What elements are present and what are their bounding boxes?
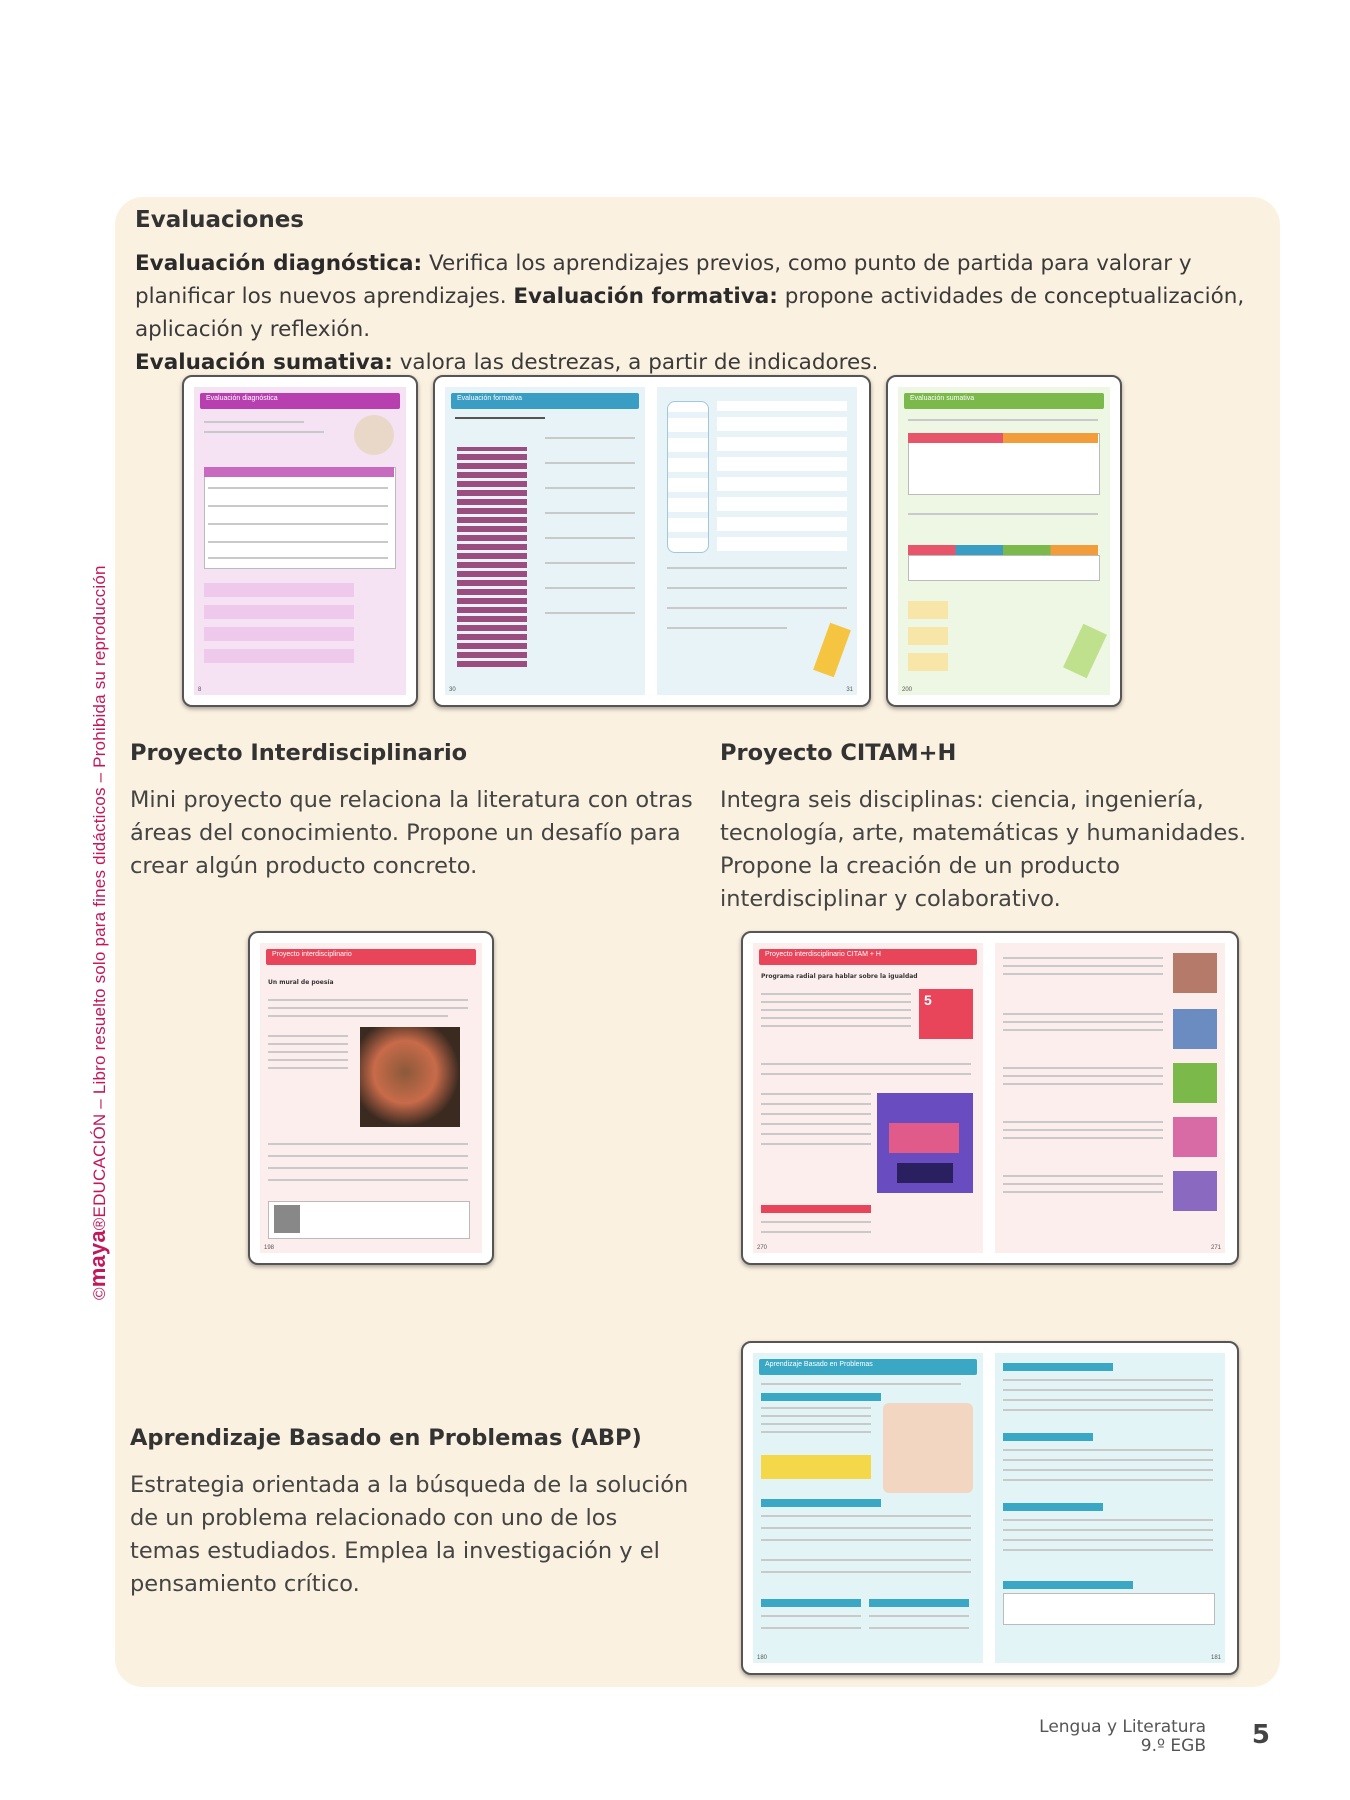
- footer-book-title: Lengua y Literatura: [1039, 1717, 1206, 1737]
- page-number: 200: [902, 687, 913, 693]
- page-number: 198: [264, 1245, 275, 1251]
- thumb-header: Proyecto interdisciplinario CITAM + H: [759, 949, 977, 965]
- palette-icon: [354, 415, 394, 455]
- thumb-page: [260, 943, 482, 1253]
- thumb-subtitle: Un mural de poesía: [268, 979, 334, 986]
- problem-box: [761, 1455, 871, 1479]
- pencil-icon: [1063, 624, 1107, 678]
- content-card: [115, 197, 1280, 1687]
- thumb-evaluacion-formativa: [433, 375, 871, 707]
- thumb-header: Evaluación sumativa: [904, 393, 1104, 409]
- page-number-right: 271: [1210, 1245, 1221, 1251]
- diag-text: Verifica los aprendizajes previos, como punto de partida para valorar y planificar los nuevos aprendizajes.: [135, 251, 1192, 309]
- sum-label: Evaluación sumativa:: [135, 350, 393, 375]
- thumb-proyecto-interdisciplinario: [248, 931, 494, 1265]
- thumb-evaluacion-diagnostica: [182, 375, 418, 707]
- thumb-proyecto-citam: [741, 931, 1239, 1265]
- thumb-page-left: [445, 387, 645, 695]
- thumb-page-right: [657, 387, 857, 695]
- page-number-right: 31: [846, 687, 853, 693]
- footer-book: [1039, 1718, 1206, 1756]
- radio-studio-illustration: [877, 1093, 973, 1193]
- side-credit-prefix: ©: [90, 1287, 109, 1300]
- evaluaciones-text: [135, 247, 1270, 379]
- ods-5-badge: 5: [919, 989, 973, 1039]
- form-text: propone actividades de conceptualización, aplicación y reflexión.: [135, 284, 1245, 342]
- thumb-evaluacion-sumativa: [886, 375, 1122, 707]
- thumb-page: [898, 387, 1110, 695]
- thumb-header: Evaluación formativa: [451, 393, 639, 409]
- abp-text: Estrategia orientada a la búsqueda de la solución de un problema relacionado con uno de los temas estudiados. Emplea la investigación y el pensamiento crítico.: [130, 1472, 689, 1597]
- thumb-abp: [741, 1341, 1239, 1675]
- pencil-icon: [813, 623, 851, 678]
- footer-grade: 9.º EGB: [1140, 1736, 1206, 1756]
- proyecto-citam-text: Integra seis disciplinas: ciencia, ingeniería, tecnología, arte, matemáticas y humanidades. Propone la creación de un producto interdisciplinar y colaborativo.: [720, 787, 1247, 912]
- author-photo: [274, 1205, 300, 1233]
- abp-title: Aprendizaje Basado en Problemas (ABP): [130, 1425, 642, 1451]
- sum-text: valora las destrezas, a partir de indicadores.: [392, 350, 879, 375]
- proyecto-citam-title: Proyecto CITAM+H: [720, 740, 957, 766]
- thumb-page-right: [995, 943, 1225, 1253]
- thumb-header: Evaluación diagnóstica: [200, 393, 400, 409]
- alphabet-table: [457, 447, 527, 667]
- thumb-subtitle: Programa radial para hablar sobre la igualdad: [761, 973, 918, 980]
- page-number-left: 270: [757, 1245, 768, 1251]
- page-number: 8: [198, 687, 202, 693]
- form-label: Evaluación formativa:: [513, 284, 778, 309]
- hand-illustration: [360, 1027, 460, 1127]
- page-number-right: 181: [1210, 1655, 1221, 1661]
- side-credit-brand: maya: [85, 1230, 110, 1288]
- thumb-page-right: [995, 1353, 1225, 1663]
- footer-page-number: 5: [1251, 1720, 1270, 1750]
- page-number-left: 180: [757, 1655, 768, 1661]
- thumb-page-left: [753, 943, 983, 1253]
- side-credit: [85, 565, 111, 1300]
- proyecto-inter-title: Proyecto Interdisciplinario: [130, 740, 468, 766]
- students-illustration: [883, 1403, 973, 1493]
- side-credit-text: ®EDUCACIÓN – Libro resuelto solo para fines didácticos – Prohibida su reproducción: [90, 565, 109, 1231]
- page-number-left: 30: [449, 687, 456, 693]
- thumb-page: [194, 387, 406, 695]
- evaluaciones-title: Evaluaciones: [135, 207, 304, 233]
- thumb-header: Aprendizaje Basado en Problemas: [759, 1359, 977, 1375]
- thumb-header: Proyecto interdisciplinario: [266, 949, 476, 965]
- thumb-page-left: [753, 1353, 983, 1663]
- diag-label: Evaluación diagnóstica:: [135, 251, 423, 276]
- proyecto-inter-text: Mini proyecto que relaciona la literatura con otras áreas del conocimiento. Propone un desafío para crear algún producto concreto.: [130, 787, 693, 879]
